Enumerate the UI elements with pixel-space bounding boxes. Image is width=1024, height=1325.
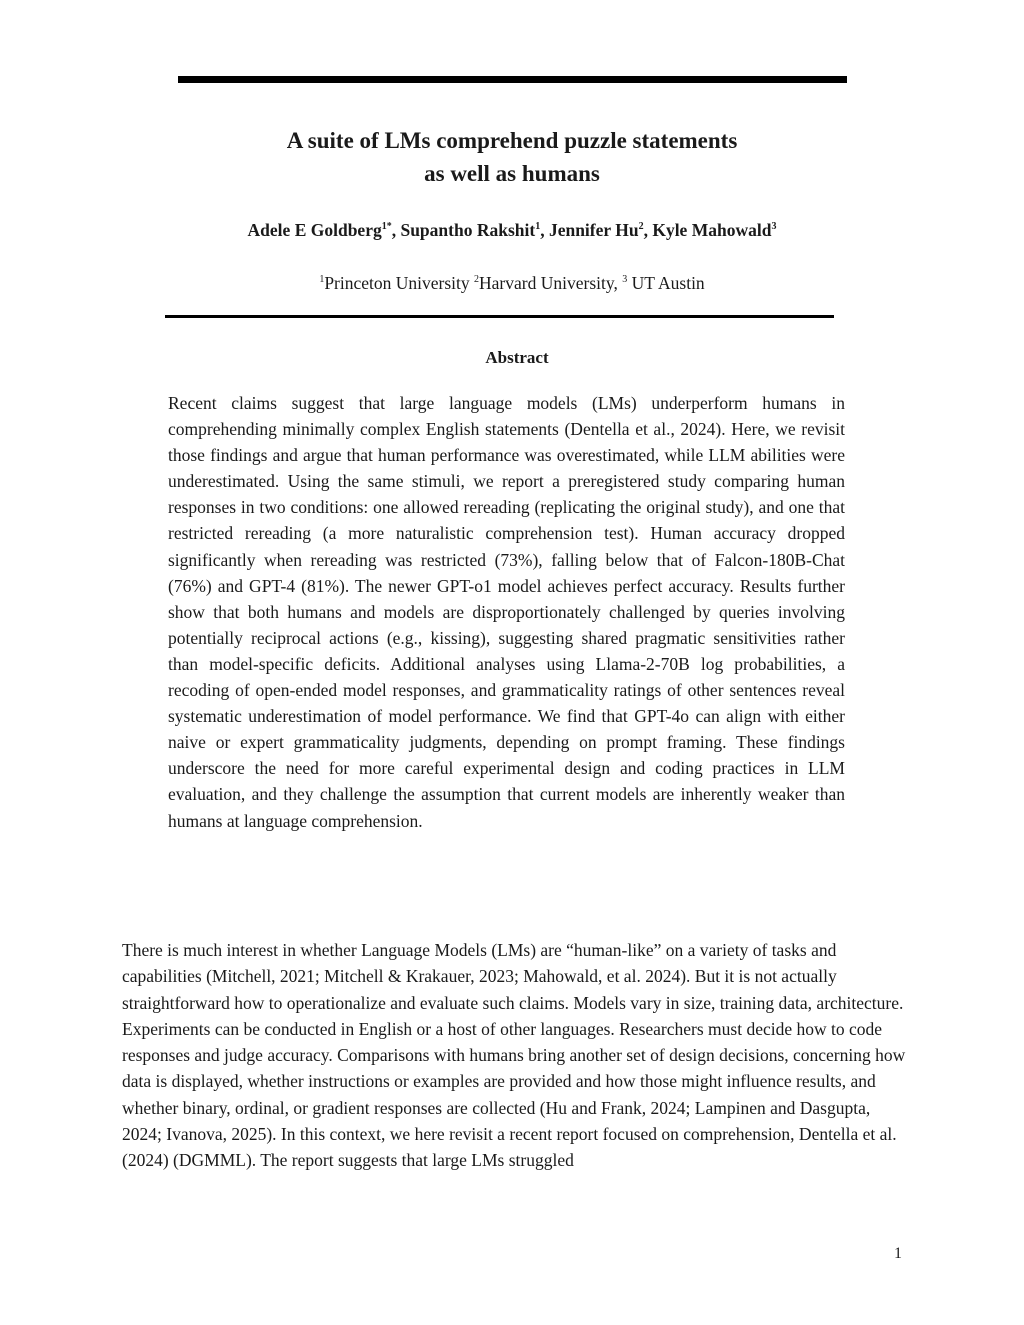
author-affiliation-mark: 1* [381,221,392,232]
author-list [0,218,1024,242]
affiliation-mark: 3 [622,274,628,285]
affiliation-name: Harvard University, [479,273,623,293]
author-name: Jennifer Hu [548,220,639,240]
intro-paragraph: There is much interest in whether Language Models (LMs) are “human-like” on a variety of tasks and capabilities (Mitchell, 2021; Mitchell & Krakauer, 2023; Mahowald, et al. 2024). But it is not actually straightforward how to operationalize and evaluate such claims. Models vary in size, training data, architecture. Experiments can be conducted in English or a host of other languages. Researchers must decide how to code responses and judge accuracy. Comparisons with humans bring another set of design decisions, concerning how data is displayed, whether instructions or examples are provided and how those might influence results, and whether binary, ordinal, or gradient responses are collected (Hu and Frank, 2024; Lampinen and Dasgupta, 2024; Ivanova, 2025). In this context, we here revisit a recent report focused on comprehension, Dentella et al. (2024) (DGMML). The report suggests that large LMs struggled [122,940,906,1171]
author [400,220,548,240]
author-name: Adele E Goldberg [247,220,382,240]
author-separator: , [643,220,653,240]
top-rule [178,76,847,83]
author-name: Kyle Mahowald [652,220,772,240]
author-affiliation-mark: 1 [535,221,541,232]
author-name: Supantho Rakshit [400,220,536,240]
affiliation-name: Princeton University [324,273,475,293]
page-number: 1 [894,1245,902,1262]
affiliation-name: UT Austin [631,273,705,293]
author-affiliation-mark: 3 [771,221,777,232]
author [248,220,401,240]
header-divider-rule [165,315,834,318]
abstract-heading: Abstract [485,348,549,367]
abstract-text: Recent claims suggest that large language models (LMs) underperform humans in comprehending minimally complex English statements (Dentella et al., 2024). Here, we revisit those findings and argue that human performance was overestimated, while LLM abilities were underestimated. Using the same stimuli, we report a preregistered study comparing human responses in two conditions: one allowed rereading (replicating the original study), and one that restricted rereading (a more naturalistic comprehension test). Human accuracy dropped significantly when rereading was restricted (73%), falling below that of Falcon-180B-Chat (76%) and GPT-4 (81%). The newer GPT-o1 model achieves perfect accuracy. Results further show that both humans and models are disproportionately challenged by queries involving potentially reciprocal actions (e.g., kissing), suggesting shared pragmatic sensitivities rather than model-specific deficits. Additional analyses using Llama-2-70B log probabilities, a recoding of open-ended model responses, and grammaticality ratings of other sentences reveal systematic underestimation of model performance. We find that GPT-4o can align with either naive or expert grammaticality judgments, depending on prompt framing. These findings underscore the need for more careful experimental design and coding practices in LLM evaluation, and they challenge the assumption that current models are inherently weaker than humans at language comprehension. [168,393,845,831]
paper-title [0,124,1024,190]
affiliation-list [0,271,1024,295]
author-affiliation-mark: 2 [638,221,644,232]
author-separator: , [540,220,549,240]
author [652,220,776,240]
affiliation-mark: 2 [474,274,480,285]
author [549,220,652,240]
author-separator: , [391,220,401,240]
affiliation-mark: 1 [319,274,325,285]
title-line-1: A suite of LMs comprehend puzzle statements [286,128,738,153]
title-line-2: as well as humans [424,161,600,186]
